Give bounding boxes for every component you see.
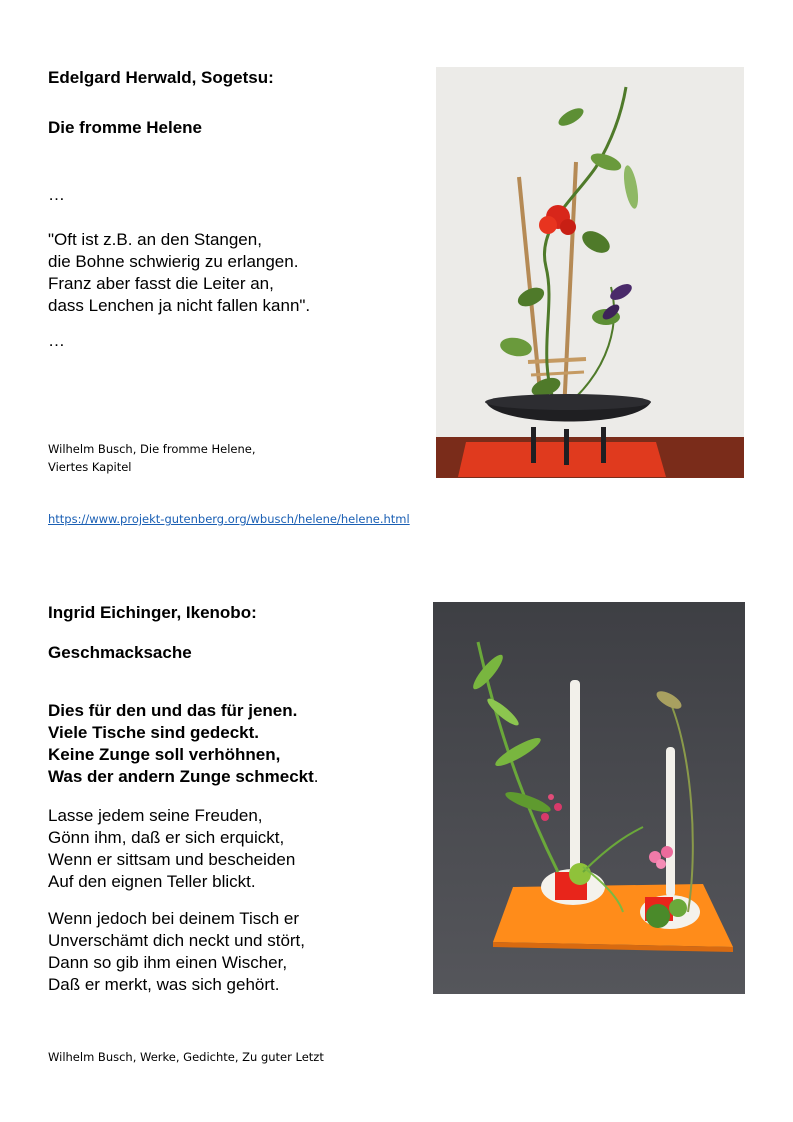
photo-ikenobo-arrangement bbox=[433, 602, 745, 994]
quote-block bbox=[48, 229, 310, 317]
source-line: Viertes Kapitel bbox=[48, 460, 132, 474]
stanza-line: Lasse jedem seine Freuden, bbox=[48, 806, 263, 825]
source-line-2: Wilhelm Busch, Werke, Gedichte, Zu guter Letzt bbox=[48, 1050, 324, 1064]
quote-line: die Bohne schwierig zu erlangen. bbox=[48, 252, 299, 271]
stanza-line: Gönn ihm, daß er sich erquickt, bbox=[48, 828, 285, 847]
stanza-line bbox=[48, 766, 319, 788]
poem-title-2: Geschmacksache bbox=[48, 643, 192, 662]
stanza-line-text: Was der andern Zunge schmeckt bbox=[48, 767, 314, 786]
ellipsis-bottom: … bbox=[48, 331, 65, 350]
stanza-line: Unverschämt dich neckt und stört, bbox=[48, 931, 306, 950]
stanza-2 bbox=[48, 805, 295, 893]
poem-title-1: Die fromme Helene bbox=[48, 118, 202, 137]
source-block-1 bbox=[48, 440, 256, 476]
stanza-line: Auf den eignen Teller blickt. bbox=[48, 872, 256, 891]
stanza-line: Dann so gib ihm einen Wischer, bbox=[48, 953, 288, 972]
stanza-line-period: . bbox=[313, 767, 319, 786]
author-heading-2: Ingrid Eichinger, Ikenobo: bbox=[48, 603, 257, 622]
stanza-1 bbox=[48, 700, 319, 788]
author-heading-1: Edelgard Herwald, Sogetsu: bbox=[48, 68, 274, 87]
stanza-3 bbox=[48, 908, 305, 996]
gutenberg-link[interactable]: https://www.projekt-gutenberg.org/wbusch/helene/helene.html bbox=[48, 512, 410, 526]
stanza-line: Wenn er sittsam und bescheiden bbox=[48, 850, 296, 869]
stanza-line: Wenn jedoch bei deinem Tisch er bbox=[48, 909, 300, 928]
quote-line: dass Lenchen ja nicht fallen kann". bbox=[48, 296, 311, 315]
quote-line: "Oft ist z.B. an den Stangen, bbox=[48, 230, 262, 249]
stanza-line: Viele Tische sind gedeckt. bbox=[48, 723, 260, 742]
stanza-line: Keine Zunge soll verhöhnen, bbox=[48, 745, 281, 764]
ellipsis-top: … bbox=[48, 185, 65, 204]
quote-line: Franz aber fasst die Leiter an, bbox=[48, 274, 274, 293]
stanza-line: Dies für den und das für jenen. bbox=[48, 701, 298, 720]
source-line: Wilhelm Busch, Die fromme Helene, bbox=[48, 442, 256, 456]
stanza-line: Daß er merkt, was sich gehört. bbox=[48, 975, 280, 994]
photo-sogetsu-arrangement bbox=[436, 67, 744, 478]
